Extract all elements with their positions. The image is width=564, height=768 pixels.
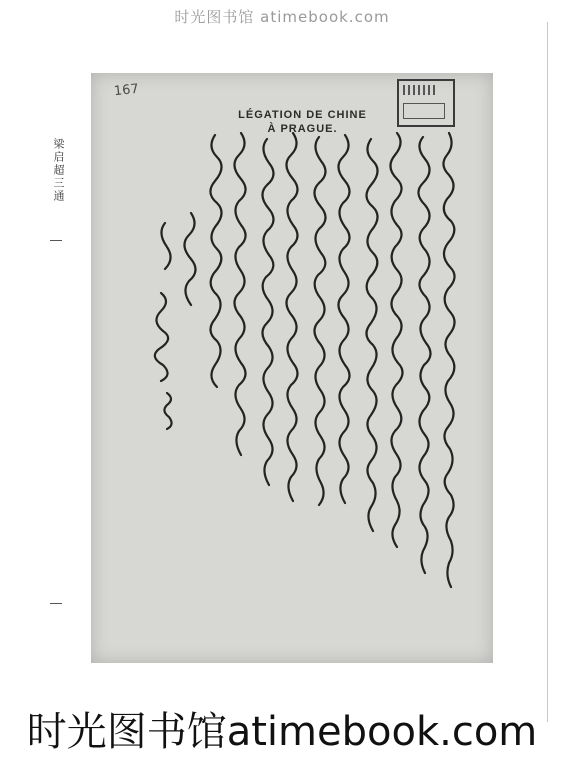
letter-photo [91, 73, 493, 663]
book-margin [0, 0, 80, 768]
script-column [314, 137, 325, 505]
handwritten-text [131, 123, 461, 653]
script-column [338, 135, 349, 503]
date-note [164, 393, 171, 429]
bottom-watermark: 时光图书馆atimebook.com [26, 709, 538, 755]
script-column [418, 137, 430, 573]
script-column [443, 133, 454, 587]
script-column [184, 213, 195, 305]
script-column [390, 133, 402, 547]
page-number: 167 [113, 81, 140, 100]
letterhead-line1: LÉGATION DE CHINE [238, 109, 367, 121]
script-column [286, 133, 297, 501]
page-edge [547, 22, 548, 722]
margin-mark [50, 603, 62, 604]
margin-mark [50, 240, 62, 241]
script-column [262, 139, 273, 485]
letterhead-line2: À PRAGUE. [267, 123, 338, 135]
script-column [210, 135, 221, 387]
script-column [234, 133, 245, 455]
script-column [161, 223, 170, 269]
signature [155, 293, 168, 381]
script-column [366, 139, 377, 531]
archive-stamp [397, 79, 455, 127]
top-watermark: 时光图书馆 atimebook.com [174, 8, 390, 26]
margin-title: 梁启超三通 [52, 138, 65, 203]
